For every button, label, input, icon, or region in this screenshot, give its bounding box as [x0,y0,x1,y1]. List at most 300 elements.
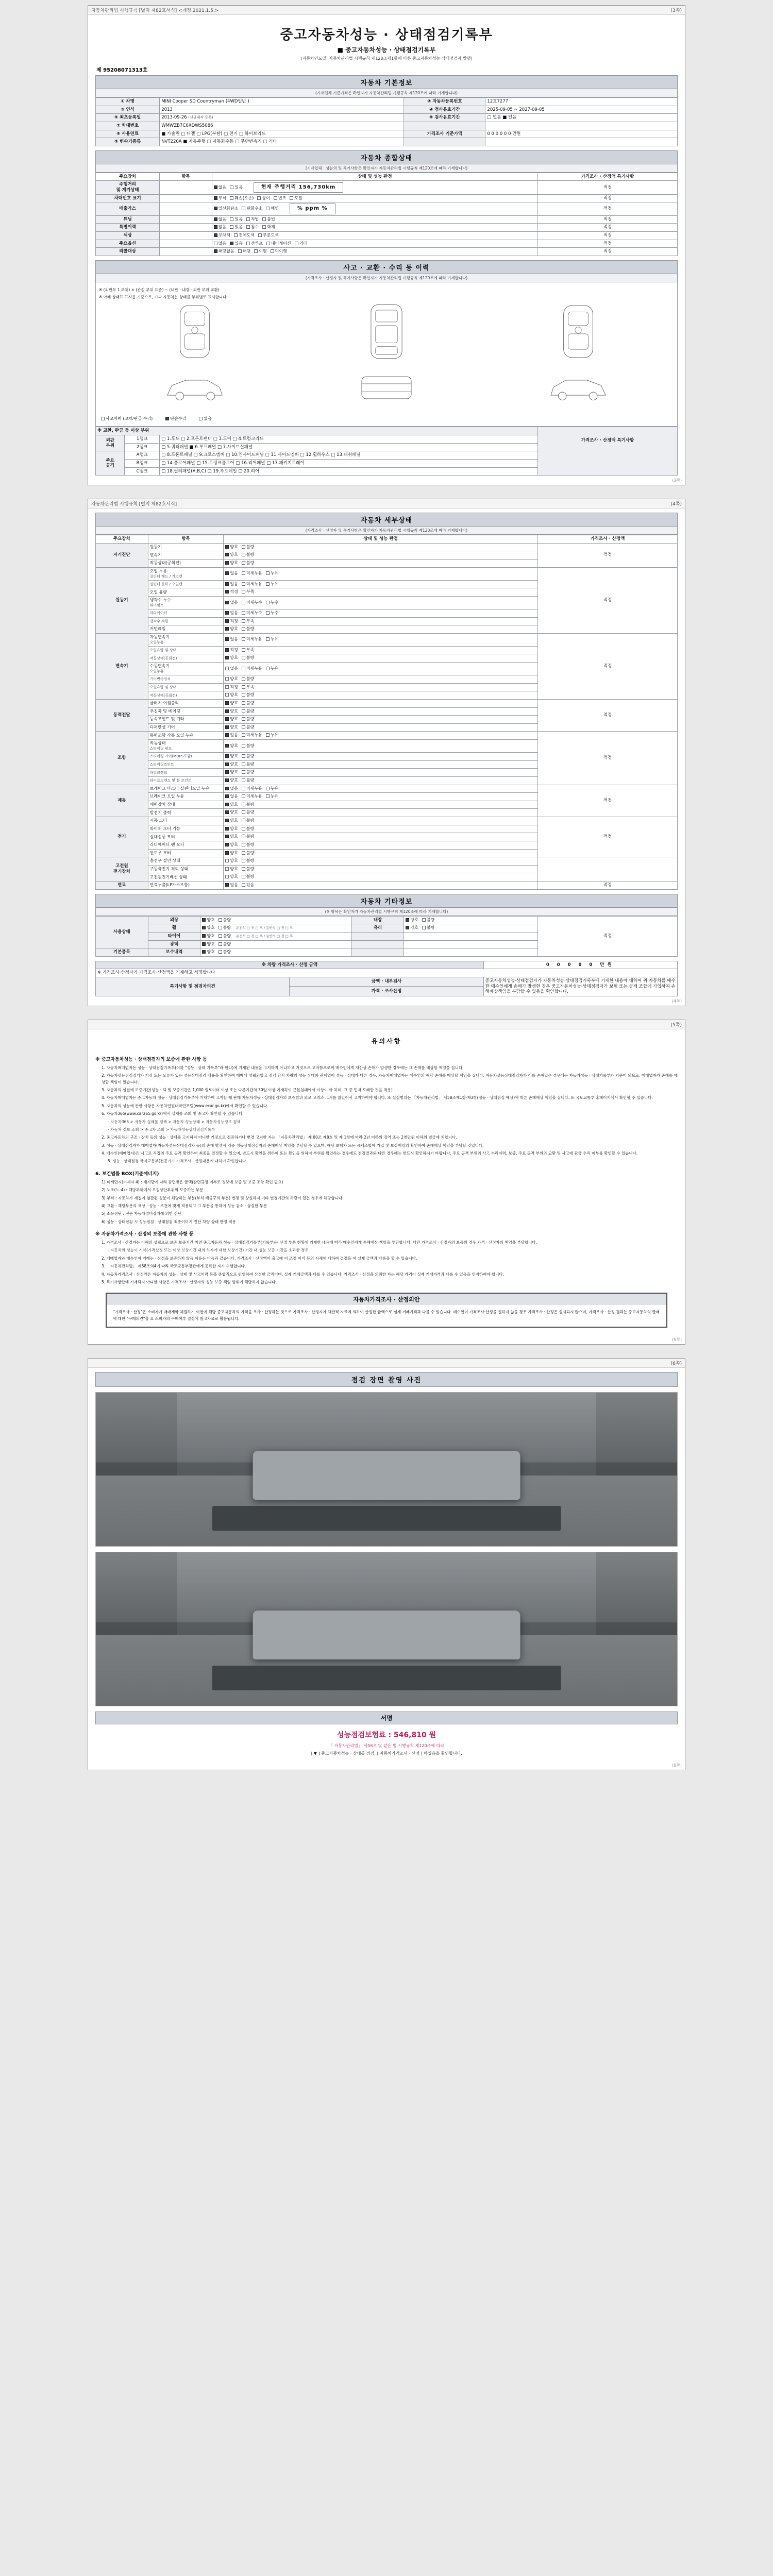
detail-7-0-option-0[interactable]: 양호 [225,858,238,863]
checkbox-icon[interactable] [225,611,229,615]
checkbox-icon[interactable] [242,859,245,862]
checkbox-icon[interactable] [246,225,250,229]
detail-4-0-option-0[interactable]: 없음 [225,733,238,738]
etc-opts-3 [200,940,352,948]
page-subtitle: ■ 중고자동차성능 · 상태점검기록부 [337,46,436,54]
overall-7-option-0[interactable]: 해당없음 [214,249,234,254]
overall-3-option-2[interactable]: 적법 [246,217,259,222]
checkbox-icon[interactable] [242,733,245,737]
accident-parts-0-1[interactable]: □ 5.쿼터패널 ■ 6.루프패널 □ 7.사이드실패널 [160,443,538,451]
detail-6-1-option-0[interactable]: 양호 [225,826,238,832]
checkbox-icon[interactable] [242,637,245,641]
checkbox-icon[interactable] [242,835,245,838]
checkbox-icon[interactable] [242,601,245,604]
checkbox-icon[interactable] [266,611,270,615]
etc-1-option-0[interactable]: 양호 [202,925,214,930]
checkbox-icon[interactable] [230,217,233,221]
accident-rank-1-1[interactable]: B랭크 [125,459,160,467]
checkbox-icon[interactable] [242,827,245,831]
detail-0-2-option-0[interactable]: 양호 [225,561,238,566]
overall-7-option-2[interactable]: 이행 [254,249,266,254]
detail-1-0-option-1[interactable]: 미세누유 [242,571,262,576]
checkbox-icon[interactable] [266,733,270,737]
detail-3-2-option-0[interactable]: 양호 [225,717,238,722]
detail-6-3-option-1[interactable]: 불량 [242,842,254,848]
checkbox-icon[interactable] [214,196,217,200]
checkbox-icon[interactable] [202,950,206,954]
detail-1-2-option-1[interactable]: 부족 [242,589,254,595]
detail-3-0-option-1[interactable]: 불량 [242,701,254,706]
etc-2-option-1[interactable]: 불량 [219,934,231,939]
overall-3-option-0[interactable]: 없음 [214,217,226,222]
checkbox-icon[interactable] [202,926,206,929]
accident-rank-1-2[interactable]: C랭크 [125,467,160,476]
checkbox-icon[interactable] [202,918,206,922]
detail-1-0-option-0[interactable]: 없음 [225,571,238,576]
checkbox-icon[interactable] [242,656,245,659]
checkbox-icon[interactable] [225,693,229,697]
checkbox-icon[interactable] [242,582,245,586]
checkbox-icon[interactable] [225,648,229,652]
checkbox-icon[interactable] [225,754,229,758]
detail-1-4-option-2[interactable]: 누수 [266,611,278,616]
overall-6-option-4[interactable]: 기타 [295,241,307,246]
overall-2-option-1[interactable]: 탄화수소 [242,206,262,211]
checkbox-icon[interactable] [246,217,250,221]
etc-0-option-0[interactable]: 양호 [202,918,214,923]
detail-6-0-option-0[interactable]: 양호 [225,818,238,823]
accident-check-option-1[interactable]: 단순수리 [165,416,186,421]
accident-parts-1-1[interactable]: □ 14.플로어패널 □ 15.트렁크플로어 □ 16.리어패널 □ 17.패키지트레이 [160,459,538,467]
detail-4-4-option-1[interactable]: 불량 [242,770,254,775]
detail-2-0-option-1[interactable]: 미세누유 [242,637,262,642]
detail-2-3-option-1[interactable]: 미세누유 [242,666,262,671]
checkbox-icon[interactable] [242,545,245,549]
checkbox-icon[interactable] [242,770,245,774]
checkbox-icon[interactable] [422,926,426,929]
detail-1-4-option-1[interactable]: 미세누수 [242,611,262,616]
detail-2-5-option-0[interactable]: 적정 [225,685,238,690]
detail-group-0: 자기진단 [96,543,148,567]
checkbox-icon[interactable] [406,918,409,922]
detail-2-4-option-0[interactable]: 양호 [225,676,238,682]
checkbox-icon[interactable] [266,794,270,798]
detail-2-2-option-1[interactable]: 불량 [242,655,254,660]
checkbox-icon[interactable] [242,717,245,721]
checkbox-icon[interactable] [225,677,229,681]
detail-4-3-option-1[interactable]: 불량 [242,762,254,767]
detail-5-3-option-1[interactable]: 불량 [242,810,254,815]
checkbox-icon[interactable] [242,762,245,766]
checkbox-icon[interactable] [225,835,229,838]
checkbox-icon[interactable] [225,590,229,594]
checkbox-icon[interactable] [266,667,270,670]
detail-4-5-option-1[interactable]: 불량 [242,778,254,783]
detail-6-4-option-1[interactable]: 불량 [242,851,254,856]
detail-0-1-option-1[interactable]: 불량 [242,552,254,557]
checkbox-icon[interactable] [199,417,203,420]
detail-7-1-option-1[interactable]: 불량 [242,867,254,872]
detail-2-6-option-0[interactable]: 양호 [225,692,238,698]
checkbox-icon[interactable] [225,787,229,790]
detail-item-3-2: 등속조인트 및 기타 [148,716,224,724]
checkbox-icon[interactable] [225,778,229,782]
checkbox-icon[interactable] [242,701,245,705]
checkbox-icon[interactable] [214,242,217,245]
overall-6-option-1[interactable]: 있음 [230,241,242,246]
detail-row [96,882,678,890]
checkbox-icon[interactable] [225,667,229,670]
detail-4-0-option-2[interactable]: 누유 [266,733,278,738]
detail-4-2-option-0[interactable]: 양호 [225,754,238,759]
checkbox-icon[interactable] [242,553,245,556]
checkbox-icon[interactable] [225,819,229,822]
detail-2-2-option-0[interactable]: 양호 [225,655,238,660]
detail-5-3-option-0[interactable]: 양호 [225,810,238,815]
overall-1-option-1[interactable]: 훼손(오손) [230,196,254,201]
checkbox-icon[interactable] [230,196,233,200]
overall-2-option-0[interactable]: 일산화탄소 [214,206,239,211]
checkbox-icon[interactable] [234,233,238,237]
overall-7-option-3[interactable]: 미이행 [271,249,287,254]
detail-8-0-option-0[interactable]: 없음 [225,883,238,888]
detail-4-5-option-0[interactable]: 양호 [225,778,238,783]
accident-parts-1-0[interactable]: □ 8.프론트패널 □ 9.크로스멤버 □ 10.인사이드패널 □ 11.사이드멤버 □ 12.휠하우스 □ 13.대쉬패널 [160,451,538,460]
overall-0-option-1[interactable]: 있음 [230,185,242,190]
detail-header-2: 상태 및 성능 판정 [224,535,538,544]
checkbox-icon[interactable] [225,601,229,604]
detail-2-5-option-1[interactable]: 부족 [242,685,254,690]
checkbox-icon[interactable] [242,693,245,697]
detail-3-0-option-0[interactable]: 양호 [225,701,238,706]
overall-5-option-2[interactable]: 부분도색 [258,233,279,238]
basic-info-row [96,106,678,114]
detail-2-1-option-0[interactable]: 적정 [225,648,238,653]
checkbox-icon[interactable] [242,627,245,631]
detail-3-2-option-1[interactable]: 불량 [242,717,254,722]
checkbox-icon[interactable] [214,217,217,221]
accident-rank-0-1[interactable]: 2랭크 [125,443,160,451]
detail-2-3-option-0[interactable]: 없음 [225,666,238,671]
checkbox-icon[interactable] [242,803,245,806]
checkbox-icon[interactable] [225,582,229,586]
checkbox-icon[interactable] [242,875,245,878]
detail-5-0-option-1[interactable]: 미세누유 [242,786,262,791]
checkbox-icon[interactable] [242,590,245,594]
etc-3-option-1[interactable]: 불량 [219,942,231,947]
checkbox-icon[interactable] [225,859,229,862]
checkbox-icon[interactable] [225,553,229,556]
checkbox-icon[interactable] [225,803,229,806]
checkbox-icon[interactable] [266,787,270,790]
checkbox-icon[interactable] [214,233,217,237]
checkbox-icon[interactable] [262,225,266,229]
checkbox-icon[interactable] [242,883,245,887]
photo-lift [212,1506,561,1531]
overall-4-option-1[interactable]: 있음 [230,225,242,230]
overall-6-option-3[interactable]: 내비게이션 [266,241,291,246]
checkbox-icon[interactable] [225,619,229,623]
accident-parts-1-2[interactable]: □ 18.필러패널(A,B,C) □ 19.루프레일 □ 20.리어 [160,467,538,476]
detail-5-0-option-0[interactable]: 없음 [225,786,238,791]
detail-6-3-option-0[interactable]: 양호 [225,842,238,848]
checkbox-icon[interactable] [225,770,229,774]
checkbox-icon[interactable] [271,249,274,253]
detail-1-1-option-0[interactable]: 없음 [225,582,238,587]
checkbox-icon[interactable] [225,875,229,878]
detail-group-1: 원동기 [96,567,148,633]
detail-1-2-option-0[interactable]: 적정 [225,589,238,595]
overall-5-option-0[interactable]: 무채색 [214,233,230,238]
overall-2-option-2[interactable]: 매연 [266,206,278,211]
detail-5-1-option-0[interactable]: 없음 [225,794,238,799]
checkbox-icon[interactable] [242,685,245,689]
checkbox-icon[interactable] [219,950,222,954]
checkbox-icon[interactable] [242,648,245,652]
detail-1-6-option-0[interactable]: 양호 [225,626,238,632]
checkbox-icon[interactable] [266,242,270,245]
checkbox-icon[interactable] [225,883,229,887]
detail-4-2-option-1[interactable]: 불량 [242,754,254,759]
checkbox-icon[interactable] [202,942,206,946]
checkbox-icon[interactable] [101,417,105,420]
accident-rank-0-0[interactable]: 1랭크 [125,435,160,444]
checkbox-icon[interactable] [230,185,233,189]
etc-opts2-1 [404,924,538,933]
checkbox-icon[interactable] [422,918,426,922]
detail-2-0-option-0[interactable]: 없음 [225,637,238,642]
overall-0-option-0[interactable]: 없음 [214,185,226,190]
checkbox-icon[interactable] [266,601,270,604]
checkbox-icon[interactable] [242,709,245,713]
detail-1-6-option-1[interactable]: 불량 [242,626,254,632]
accident-diagram-area [95,282,678,427]
notice-item-1-0: 1) 미세먼지(미세시·4) : 배기량에 따라 감면받은 금액(감면규정 여부로 정보에 보증 및 보증 조항 확인 필요) [102,1179,283,1184]
checkbox-icon[interactable] [214,207,217,210]
checkbox-icon[interactable] [246,242,250,245]
checkbox-icon[interactable] [219,942,222,946]
checkbox-icon[interactable] [242,571,245,575]
detail-6-2-option-0[interactable]: 양호 [225,834,238,839]
checkbox-icon[interactable] [230,225,233,229]
detail-1-0-option-2[interactable]: 누유 [266,571,278,576]
etc2-1-option-0[interactable]: 양호 [406,925,418,930]
checkbox-icon[interactable] [238,249,242,253]
etc-2-option-0[interactable]: 양호 [202,934,214,939]
checkbox-icon[interactable] [262,217,266,221]
detail-3-1-option-0[interactable]: 양호 [225,709,238,714]
overall-1-option-0[interactable]: 부식 [214,196,226,201]
checkbox-icon[interactable] [225,744,229,748]
detail-4-0-option-1[interactable]: 미세누유 [242,733,262,738]
checkbox-icon[interactable] [242,794,245,798]
detail-5-1-option-1[interactable]: 미세누유 [242,794,262,799]
overall-1-option-2[interactable]: 상이 [257,196,270,201]
detail-3-3-option-0[interactable]: 양호 [225,725,238,730]
checkbox-icon[interactable] [219,918,222,922]
checkbox-icon[interactable] [242,810,245,814]
checkbox-icon[interactable] [242,843,245,846]
notice-item-2-1: - 자동차의 성능이 시세(가격산정 또는 이상 보상기간 내의 하자에 대한 보상기간) 기간 내 성능 보증 기간을 초과한 경우 [108,1248,309,1253]
overall-4-option-2[interactable]: 침수 [246,225,259,230]
detail-1-4-option-0[interactable]: 없음 [225,611,238,616]
checkbox-icon[interactable] [242,561,245,565]
overall-1-option-4[interactable]: 도말 [290,196,302,201]
detail-7-1-option-0[interactable]: 양호 [225,867,238,872]
detail-1-5-option-0[interactable]: 적정 [225,619,238,624]
detail-4-3-option-0[interactable]: 양호 [225,762,238,767]
detail-1-3-option-1[interactable]: 미세누수 [242,600,262,605]
detail-item-7-1: 구동축전지 격리 상태 [148,865,224,873]
checkbox-icon[interactable] [225,867,229,871]
checkbox-icon[interactable] [165,417,169,420]
detail-2-0-option-2[interactable]: 누유 [266,637,278,642]
checkbox-icon[interactable] [225,827,229,831]
detail-1-3-option-2[interactable]: 누수 [266,600,278,605]
detail-4-4-option-0[interactable]: 양호 [225,770,238,775]
detail-5-2-option-0[interactable]: 양호 [225,802,238,807]
checkbox-icon[interactable] [242,851,245,855]
checkbox-icon[interactable] [214,225,217,229]
checkbox-icon[interactable] [242,778,245,782]
checkbox-icon[interactable] [266,571,270,575]
etc2-0-option-0[interactable]: 양호 [406,918,418,923]
checkbox-icon[interactable] [225,810,229,814]
detail-8-0-option-1[interactable]: 있음 [242,883,254,888]
detail-3-3-option-1[interactable]: 불량 [242,725,254,730]
checkbox-icon[interactable] [225,656,229,659]
detail-7-2-option-1[interactable]: 불량 [242,874,254,879]
checkbox-icon[interactable] [225,571,229,575]
etc-opts-2: 양호 불량 운전석 □ 전 □ 후 / 동반석 □ 전 □ 후 [200,932,352,940]
checkbox-icon[interactable] [254,249,258,253]
detail-0-0-option-0[interactable]: 양호 [225,545,238,550]
detail-6-0-option-1[interactable]: 불량 [242,818,254,823]
detail-2-4-option-1[interactable]: 불량 [242,676,254,682]
overall-4-option-3[interactable]: 화재 [262,225,275,230]
checkbox-icon[interactable] [290,196,293,200]
detail-1-3-option-0[interactable]: 없음 [225,600,238,605]
etc-0-option-1[interactable]: 불량 [219,918,231,923]
detail-2-6-option-1[interactable]: 불량 [242,692,254,698]
detail-5-1-option-2[interactable]: 누유 [266,794,278,799]
detail-5-2-option-1[interactable]: 불량 [242,802,254,807]
detail-3-1-option-1[interactable]: 불량 [242,709,254,714]
checkbox-icon[interactable] [406,926,409,929]
detail-5-0-option-2[interactable]: 누유 [266,786,278,791]
overall-3-option-1[interactable]: 있음 [230,217,242,222]
detail-6-1-option-1[interactable]: 불량 [242,826,254,832]
checkbox-icon[interactable] [242,744,245,748]
detail-0-1-option-0[interactable]: 양호 [225,552,238,557]
detail-1-1-option-1[interactable]: 미세누유 [242,582,262,587]
checkbox-icon[interactable] [225,725,229,729]
overall-4-option-0[interactable]: 없음 [214,225,226,230]
checkbox-icon[interactable] [225,762,229,766]
checkbox-icon[interactable] [219,926,222,929]
detail-0-2-option-1[interactable]: 불량 [242,561,254,566]
accident-check-option-0[interactable]: 사고이력 (교차/판금 수리) [101,416,153,421]
checkbox-icon[interactable] [225,545,229,549]
etc2-1-option-1[interactable]: 불량 [422,925,434,930]
detail-7-0-option-1[interactable]: 불량 [242,858,254,863]
checkbox-icon[interactable] [225,627,229,631]
checkbox-icon[interactable] [225,733,229,737]
detail-state-7-0 [224,857,538,866]
checkbox-icon[interactable] [242,819,245,822]
checkbox-icon[interactable] [242,677,245,681]
detail-2-3-option-2[interactable]: 누유 [266,666,278,671]
checkbox-icon[interactable] [219,934,222,938]
detail-4-1-option-0[interactable]: 양호 [225,743,238,749]
checkbox-icon[interactable] [266,637,270,641]
etc-1-option-1[interactable]: 불량 [219,925,231,930]
accident-rank-1-0[interactable]: A랭크 [125,451,160,460]
overall-6-option-2[interactable]: 선루프 [246,241,263,246]
etc-4-option-1[interactable]: 불량 [219,950,231,955]
basic-value2-4: 0 0 0 0 0 0 만원 [485,130,678,138]
checkbox-icon[interactable] [242,611,245,615]
checkbox-icon[interactable] [266,207,270,210]
detail-4-1-option-1[interactable]: 불량 [242,743,254,749]
checkbox-icon[interactable] [242,619,245,623]
detail-1-5-option-1[interactable]: 부족 [242,619,254,624]
detail-6-4-option-0[interactable]: 양호 [225,851,238,856]
checkbox-icon[interactable] [242,867,245,871]
checkbox-icon[interactable] [225,637,229,641]
accident-parts-0-0[interactable]: □ 1.후드 □ 2.프론트펜더 □ 3.도어 □ 4.트렁크리드 [160,435,538,444]
checkbox-icon[interactable] [225,701,229,705]
checkbox-icon[interactable] [266,582,270,586]
checkbox-icon[interactable] [230,242,233,245]
checkbox-icon[interactable] [214,185,217,189]
checkbox-icon[interactable] [295,242,298,245]
checkbox-icon[interactable] [274,196,277,200]
detail-7-2-option-0[interactable]: 양호 [225,874,238,879]
checkbox-icon[interactable] [257,196,261,200]
detail-2-1-option-1[interactable]: 부족 [242,648,254,653]
detail-6-2-option-1[interactable]: 불량 [242,834,254,839]
checkbox-icon[interactable] [225,717,229,721]
checkbox-icon[interactable] [242,667,245,670]
detail-0-0-option-1[interactable]: 불량 [242,545,254,550]
overall-5-option-1[interactable]: 전체도색 [234,233,255,238]
accident-check-option-2[interactable]: 없음 [199,416,211,421]
detail-1-1-option-2[interactable]: 누유 [266,582,278,587]
etc-4-option-0[interactable]: 양호 [202,950,214,955]
checkbox-icon[interactable] [202,934,206,938]
checkbox-icon[interactable] [258,233,262,237]
checkbox-icon[interactable] [225,851,229,855]
checkbox-icon[interactable] [242,725,245,729]
checkbox-icon[interactable] [225,685,229,689]
section-overall-title: 자동차 종합상태 [95,150,678,164]
overall-6-option-0[interactable]: 없음 [214,241,226,246]
checkbox-icon[interactable] [225,709,229,713]
checkbox-icon[interactable] [225,843,229,846]
etc2-0-option-1[interactable]: 불량 [422,918,434,923]
checkbox-icon[interactable] [214,249,217,253]
checkbox-icon[interactable] [225,794,229,798]
checkbox-icon[interactable] [225,561,229,565]
checkbox-icon[interactable] [242,787,245,790]
overall-1-option-3[interactable]: 변조 [274,196,286,201]
overall-3-option-3[interactable]: 불법 [262,217,275,222]
checkbox-icon[interactable] [242,754,245,758]
etc-3-option-0[interactable]: 양호 [202,942,214,947]
overall-7-option-1[interactable]: 해당 [238,249,250,254]
checkbox-icon[interactable] [242,207,245,210]
